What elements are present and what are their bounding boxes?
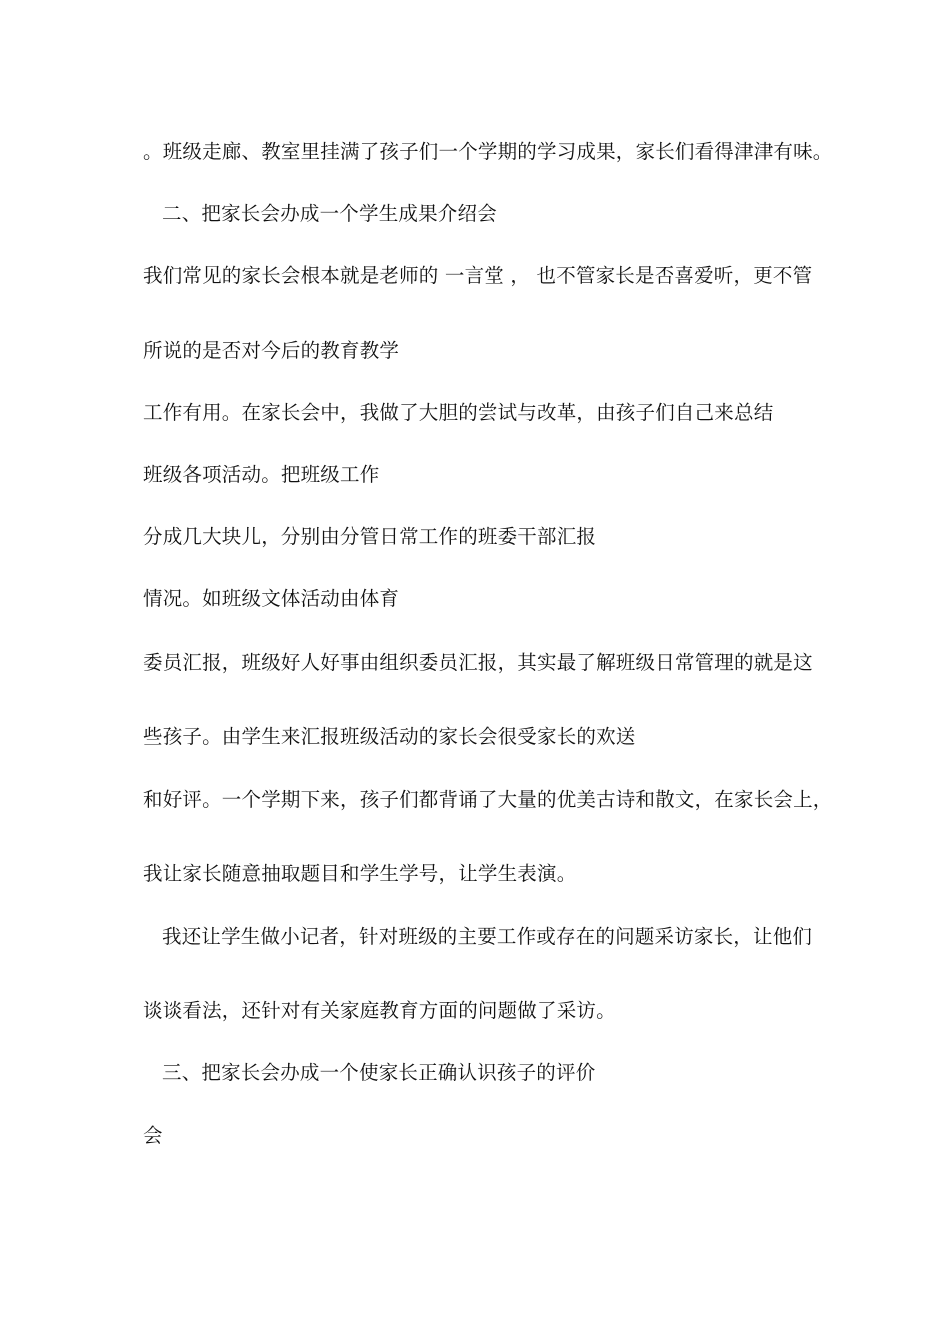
section-heading-continuation: 会 xyxy=(143,1124,163,1147)
paragraph-line: 工作有用。在家长会中，我做了大胆的尝试与改革，由孩子们自己来总结 xyxy=(143,401,774,424)
paragraph-line: 分成几大块儿，分别由分管日常工作的班委干部汇报 xyxy=(143,525,597,548)
paragraph-line: 。班级走廊、教室里挂满了孩子们一个学期的学习成果，家长们看得津津有味。 xyxy=(143,140,833,163)
paragraph-line: 些孩子。由学生来汇报班级活动的家长会很受家长的欢送 xyxy=(143,725,636,748)
paragraph-line: 我让家长随意抽取题目和学生学号，让学生表演。 xyxy=(143,862,577,885)
paragraph-line: 我还让学生做小记者，针对班级的主要工作或存在的问题采访家长，让他们 xyxy=(162,925,813,948)
paragraph-line: 委员汇报，班级好人好事由组织委员汇报，其实最了解班级日常管理的就是这 xyxy=(143,651,813,674)
paragraph-line: 班级各项活动。把班级工作 xyxy=(143,463,380,486)
paragraph-line: 和好评。一个学期下来，孩子们都背诵了大量的优美古诗和散文，在家长会上， xyxy=(143,788,833,811)
paragraph-line: 我们常见的家长会根本就是老师的 一言堂 ， 也不管家长是否喜爱听，更不管 xyxy=(143,264,813,287)
paragraph-line: 谈谈看法，还针对有关家庭教育方面的问题做了采访。 xyxy=(143,999,616,1022)
section-heading: 二、把家长会办成一个学生成果介绍会 xyxy=(162,202,497,225)
section-heading: 三、把家长会办成一个使家长正确认识孩子的评价 xyxy=(162,1061,596,1084)
paragraph-line: 情况。如班级文体活动由体育 xyxy=(143,587,400,610)
paragraph-line: 所说的是否对今后的教育教学 xyxy=(143,339,400,362)
